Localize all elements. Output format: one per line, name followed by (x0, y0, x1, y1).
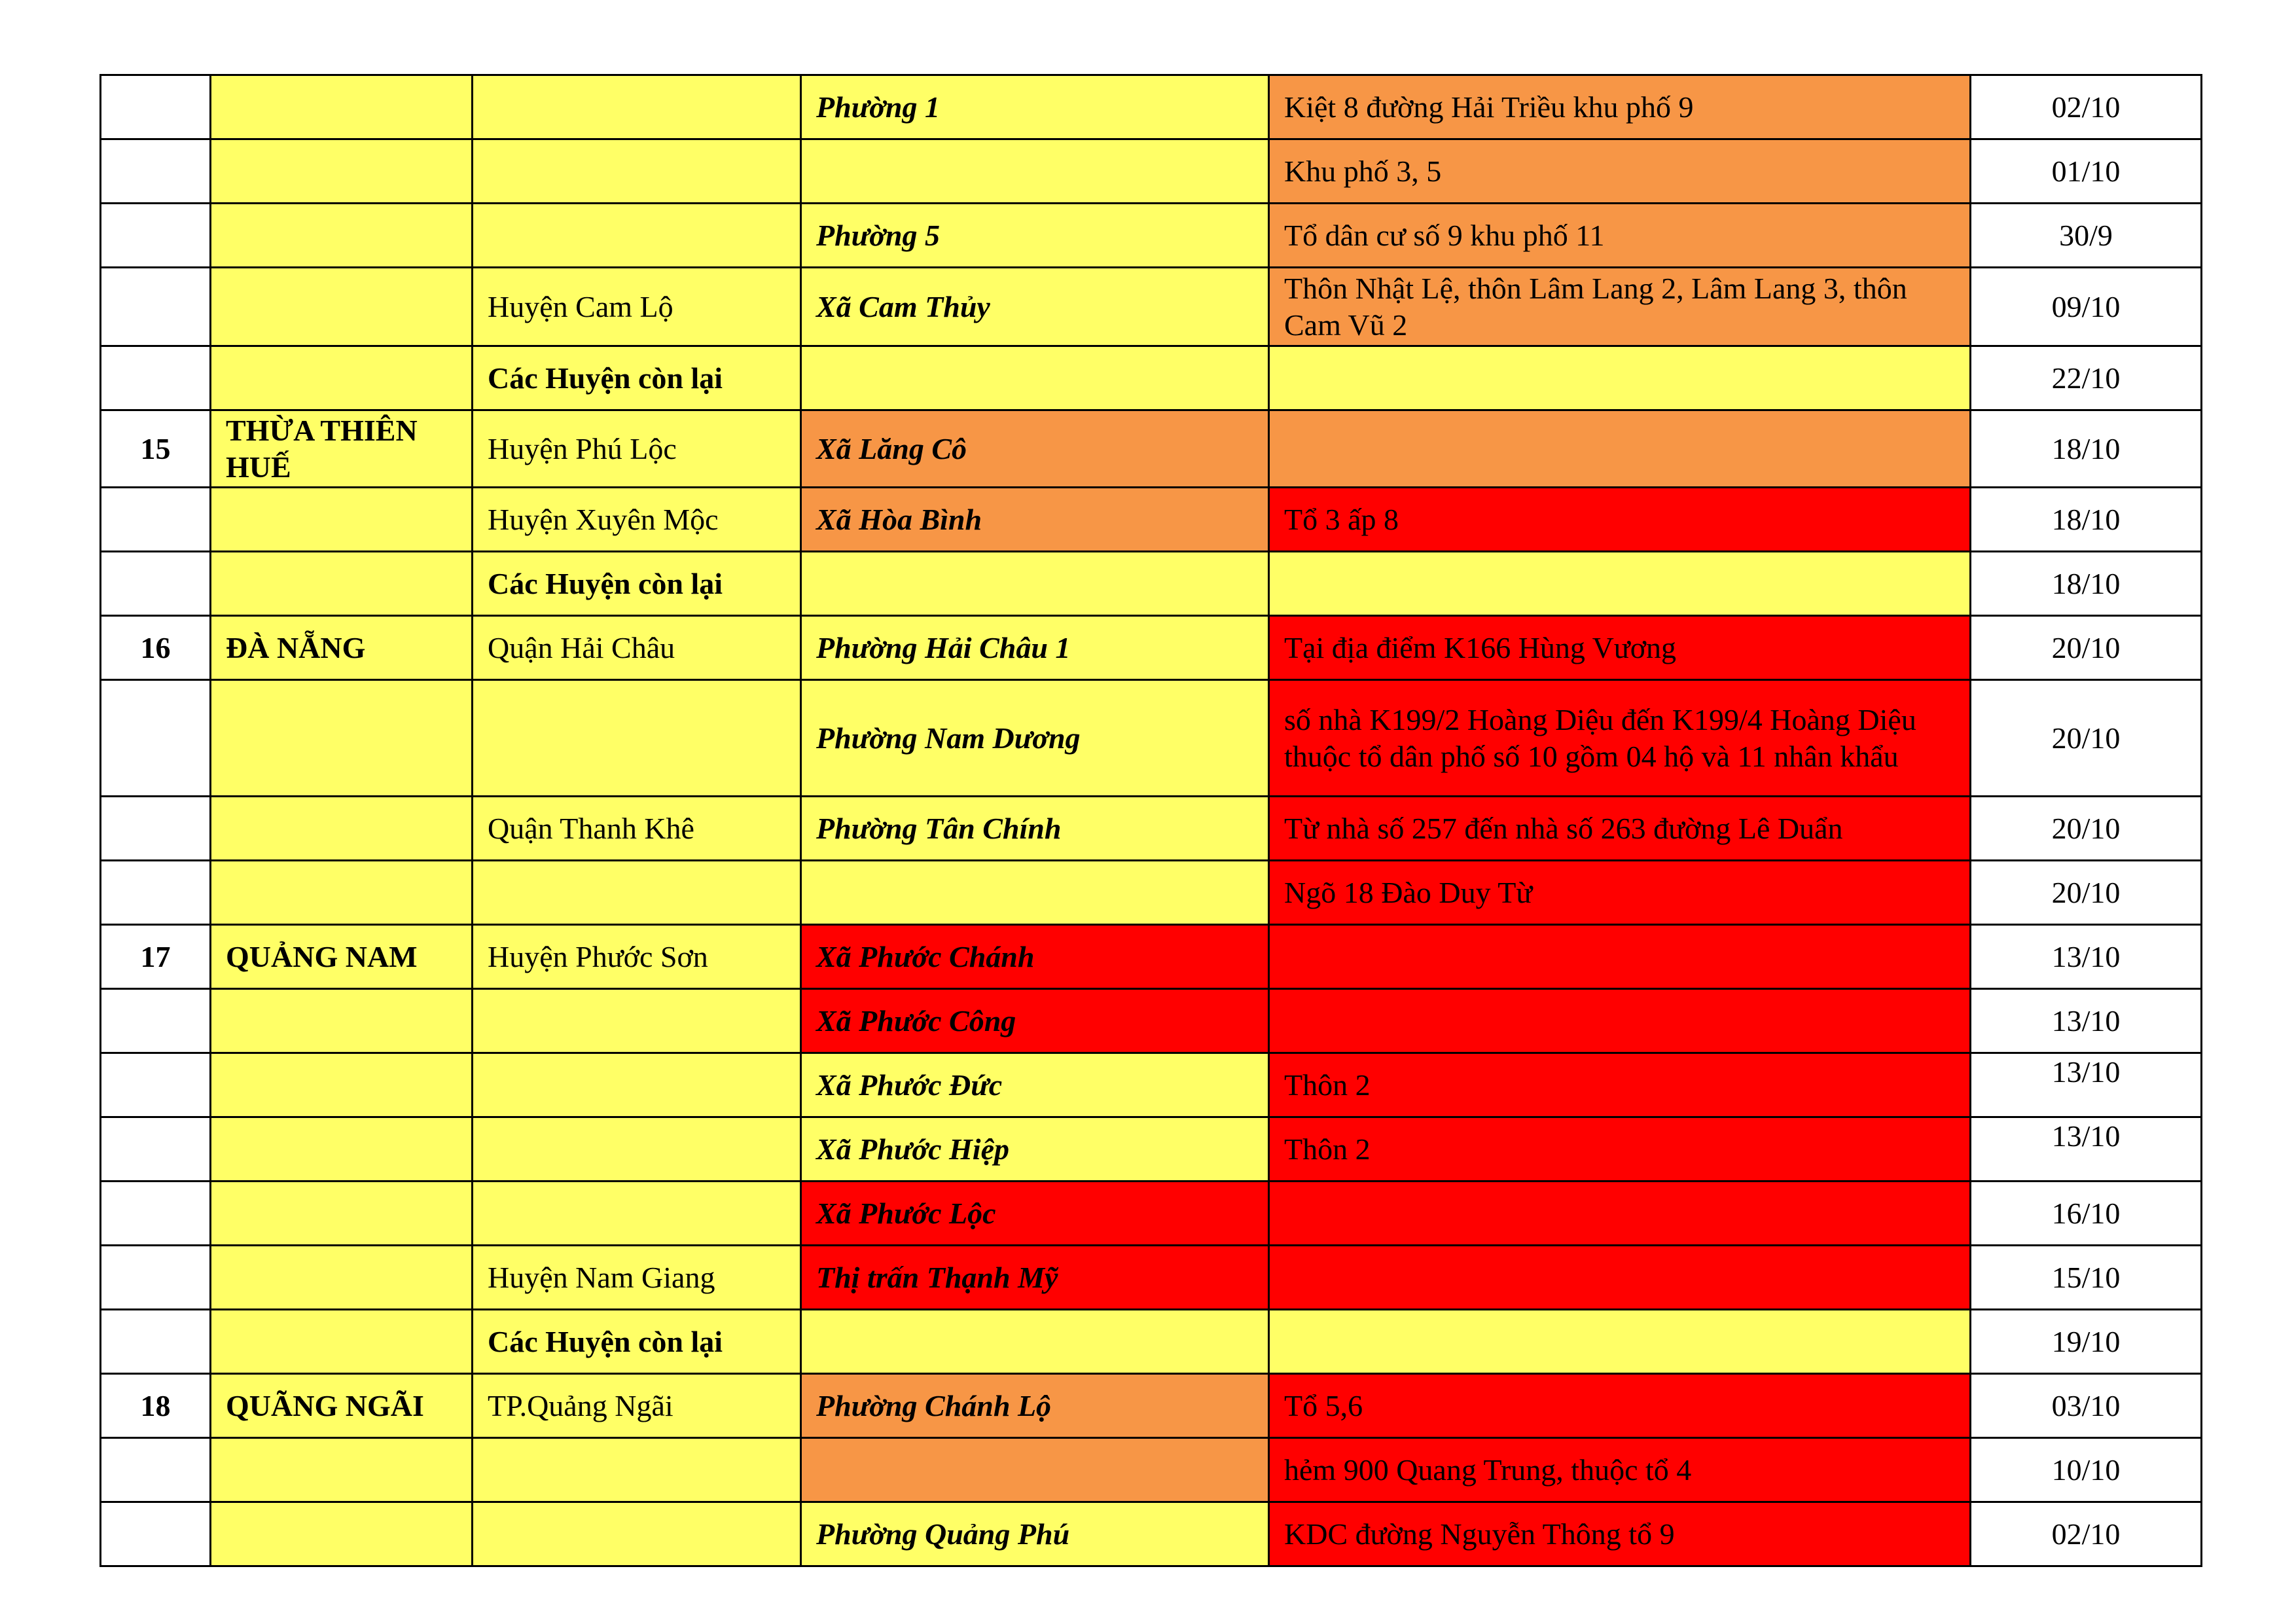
date-cell: 18/10 (1971, 552, 2202, 616)
ward-cell (801, 139, 1269, 204)
area-cell (1269, 410, 1971, 488)
date-cell: 13/10 (1971, 925, 2202, 989)
province-cell (211, 861, 473, 925)
area-cell (1269, 552, 1971, 616)
stt-cell (101, 346, 211, 410)
table-row (101, 552, 2202, 616)
area-cell: KDC đường Nguyễn Thông tổ 9 (1269, 1502, 1971, 1566)
date-cell: 13/10 (1971, 989, 2202, 1053)
area-cell: Tổ dân cư số 9 khu phố 11 (1269, 204, 1971, 268)
area-cell: Thôn 2 (1269, 1053, 1971, 1117)
province-cell (211, 1246, 473, 1310)
stt-cell (101, 1438, 211, 1502)
district-cell (473, 139, 801, 204)
ward-cell (801, 1310, 1269, 1374)
district-cell: Quận Hải Châu (473, 616, 801, 680)
area-cell: Ngõ 18 Đào Duy Từ (1269, 861, 1971, 925)
ward-cell: Xã Phước Đức (801, 1053, 1269, 1117)
table-row (101, 616, 2202, 680)
district-cell: Các Huyện còn lại (473, 1310, 801, 1374)
district-cell (473, 680, 801, 797)
district-cell (473, 861, 801, 925)
district-cell: Huyện Phước Sơn (473, 925, 801, 989)
province-cell (211, 1182, 473, 1246)
ward-cell: Phường Quảng Phú (801, 1502, 1269, 1566)
area-cell (1269, 989, 1971, 1053)
district-cell: Huyện Nam Giang (473, 1246, 801, 1310)
area-cell: Khu phố 3, 5 (1269, 139, 1971, 204)
table-row (101, 1246, 2202, 1310)
province-cell (211, 1502, 473, 1566)
area-cell (1269, 925, 1971, 989)
district-cell (473, 1502, 801, 1566)
area-cell: hẻm 900 Quang Trung, thuộc tổ 4 (1269, 1438, 1971, 1502)
stt-cell (101, 797, 211, 861)
table-row (101, 410, 2202, 488)
table-row (101, 1053, 2202, 1117)
province-cell (211, 346, 473, 410)
stt-cell (101, 139, 211, 204)
table-row (101, 1502, 2202, 1566)
table-row (101, 861, 2202, 925)
district-cell (473, 204, 801, 268)
area-cell: Tổ 3 ấp 8 (1269, 488, 1971, 552)
date-cell: 09/10 (1971, 268, 2202, 346)
province-cell: QUẢNG NAM (211, 925, 473, 989)
province-cell (211, 139, 473, 204)
area-cell: Kiệt 8 đường Hải Triều khu phố 9 (1269, 75, 1971, 139)
province-cell (211, 1053, 473, 1117)
stt-cell (101, 488, 211, 552)
ward-cell (801, 552, 1269, 616)
province-cell (211, 1310, 473, 1374)
table-row (101, 268, 2202, 346)
date-cell: 13/10 (1971, 1053, 2202, 1117)
area-cell: Thôn Nhật Lệ, thôn Lâm Lang 2, Lâm Lang 3, thôn Cam Vũ 2 (1269, 268, 1971, 346)
stt-cell (101, 680, 211, 797)
district-cell (473, 989, 801, 1053)
ward-cell (801, 346, 1269, 410)
date-cell: 16/10 (1971, 1182, 2202, 1246)
stt-cell: 15 (101, 410, 211, 488)
date-cell: 10/10 (1971, 1438, 2202, 1502)
district-cell: Quận Thanh Khê (473, 797, 801, 861)
table-row (101, 139, 2202, 204)
ward-cell: Thị trấn Thạnh Mỹ (801, 1246, 1269, 1310)
ward-cell: Xã Phước Công (801, 989, 1269, 1053)
stt-cell (101, 204, 211, 268)
district-cell (473, 1182, 801, 1246)
table-row (101, 1438, 2202, 1502)
stt-cell (101, 1117, 211, 1182)
date-cell: 22/10 (1971, 346, 2202, 410)
stt-cell (101, 75, 211, 139)
district-cell: Huyện Xuyên Mộc (473, 488, 801, 552)
district-cell: Các Huyện còn lại (473, 552, 801, 616)
area-cell (1269, 1182, 1971, 1246)
table-row (101, 1182, 2202, 1246)
stt-cell (101, 1310, 211, 1374)
province-cell: ĐÀ NẴNG (211, 616, 473, 680)
stt-cell (101, 1246, 211, 1310)
ward-cell: Phường Tân Chính (801, 797, 1269, 861)
ward-cell (801, 1438, 1269, 1502)
ward-cell: Phường 1 (801, 75, 1269, 139)
ward-cell: Xã Phước Lộc (801, 1182, 1269, 1246)
stt-cell (101, 861, 211, 925)
area-cell: Từ nhà số 257 đến nhà số 263 đường Lê Duẩn (1269, 797, 1971, 861)
district-cell: Huyện Cam Lộ (473, 268, 801, 346)
table-row (101, 1310, 2202, 1374)
area-cell (1269, 1310, 1971, 1374)
district-cell: TP.Quảng Ngãi (473, 1374, 801, 1438)
ward-cell: Xã Hòa Bình (801, 488, 1269, 552)
ward-cell: Xã Phước Hiệp (801, 1117, 1269, 1182)
date-cell: 02/10 (1971, 75, 2202, 139)
stt-cell: 17 (101, 925, 211, 989)
table-row (101, 1117, 2202, 1182)
province-cell (211, 1438, 473, 1502)
area-cell: Tại địa điểm K166 Hùng Vương (1269, 616, 1971, 680)
province-cell (211, 989, 473, 1053)
area-cell: Thôn 2 (1269, 1117, 1971, 1182)
province-cell: THỪA THIÊN HUẾ (211, 410, 473, 488)
stt-cell (101, 989, 211, 1053)
date-cell: 20/10 (1971, 861, 2202, 925)
stt-cell (101, 552, 211, 616)
ward-cell: Xã Lăng Cô (801, 410, 1269, 488)
ward-cell (801, 861, 1269, 925)
province-cell (211, 797, 473, 861)
date-cell: 02/10 (1971, 1502, 2202, 1566)
table-row (101, 1374, 2202, 1438)
area-cell: Tổ 5,6 (1269, 1374, 1971, 1438)
date-cell: 30/9 (1971, 204, 2202, 268)
area-cell (1269, 346, 1971, 410)
province-cell: QUÃNG NGÃI (211, 1374, 473, 1438)
district-cell: Huyện Phú Lộc (473, 410, 801, 488)
table-row (101, 204, 2202, 268)
table-row (101, 925, 2202, 989)
date-cell: 18/10 (1971, 488, 2202, 552)
province-cell (211, 552, 473, 616)
ward-cell: Phường 5 (801, 204, 1269, 268)
table-row (101, 680, 2202, 797)
date-cell: 01/10 (1971, 139, 2202, 204)
district-cell (473, 1053, 801, 1117)
province-cell (211, 268, 473, 346)
table-row (101, 75, 2202, 139)
stt-cell (101, 1182, 211, 1246)
date-cell: 20/10 (1971, 797, 2202, 861)
date-cell: 03/10 (1971, 1374, 2202, 1438)
ward-cell: Xã Cam Thủy (801, 268, 1269, 346)
stt-cell (101, 1502, 211, 1566)
province-cell (211, 1117, 473, 1182)
zone-table (99, 74, 2202, 1567)
ward-cell: Phường Nam Dương (801, 680, 1269, 797)
area-cell (1269, 1246, 1971, 1310)
province-cell (211, 204, 473, 268)
province-cell (211, 680, 473, 797)
province-cell (211, 75, 473, 139)
table-row (101, 797, 2202, 861)
date-cell: 18/10 (1971, 410, 2202, 488)
table-row (101, 346, 2202, 410)
district-cell: Các Huyện còn lại (473, 346, 801, 410)
date-cell: 13/10 (1971, 1117, 2202, 1182)
date-cell: 19/10 (1971, 1310, 2202, 1374)
district-cell (473, 1438, 801, 1502)
stt-cell: 18 (101, 1374, 211, 1438)
stt-cell (101, 268, 211, 346)
stt-cell: 16 (101, 616, 211, 680)
table-row (101, 989, 2202, 1053)
table-row (101, 488, 2202, 552)
ward-cell: Phường Hải Châu 1 (801, 616, 1269, 680)
area-cell: số nhà K199/2 Hoàng Diệu đến K199/4 Hoàng Diệu thuộc tổ dân phố số 10 gồm 04 hộ và 11 nhân khẩu (1269, 680, 1971, 797)
district-cell (473, 75, 801, 139)
province-cell (211, 488, 473, 552)
district-cell (473, 1117, 801, 1182)
ward-cell: Phường Chánh Lộ (801, 1374, 1269, 1438)
stt-cell (101, 1053, 211, 1117)
date-cell: 15/10 (1971, 1246, 2202, 1310)
ward-cell: Xã Phước Chánh (801, 925, 1269, 989)
date-cell: 20/10 (1971, 680, 2202, 797)
date-cell: 20/10 (1971, 616, 2202, 680)
